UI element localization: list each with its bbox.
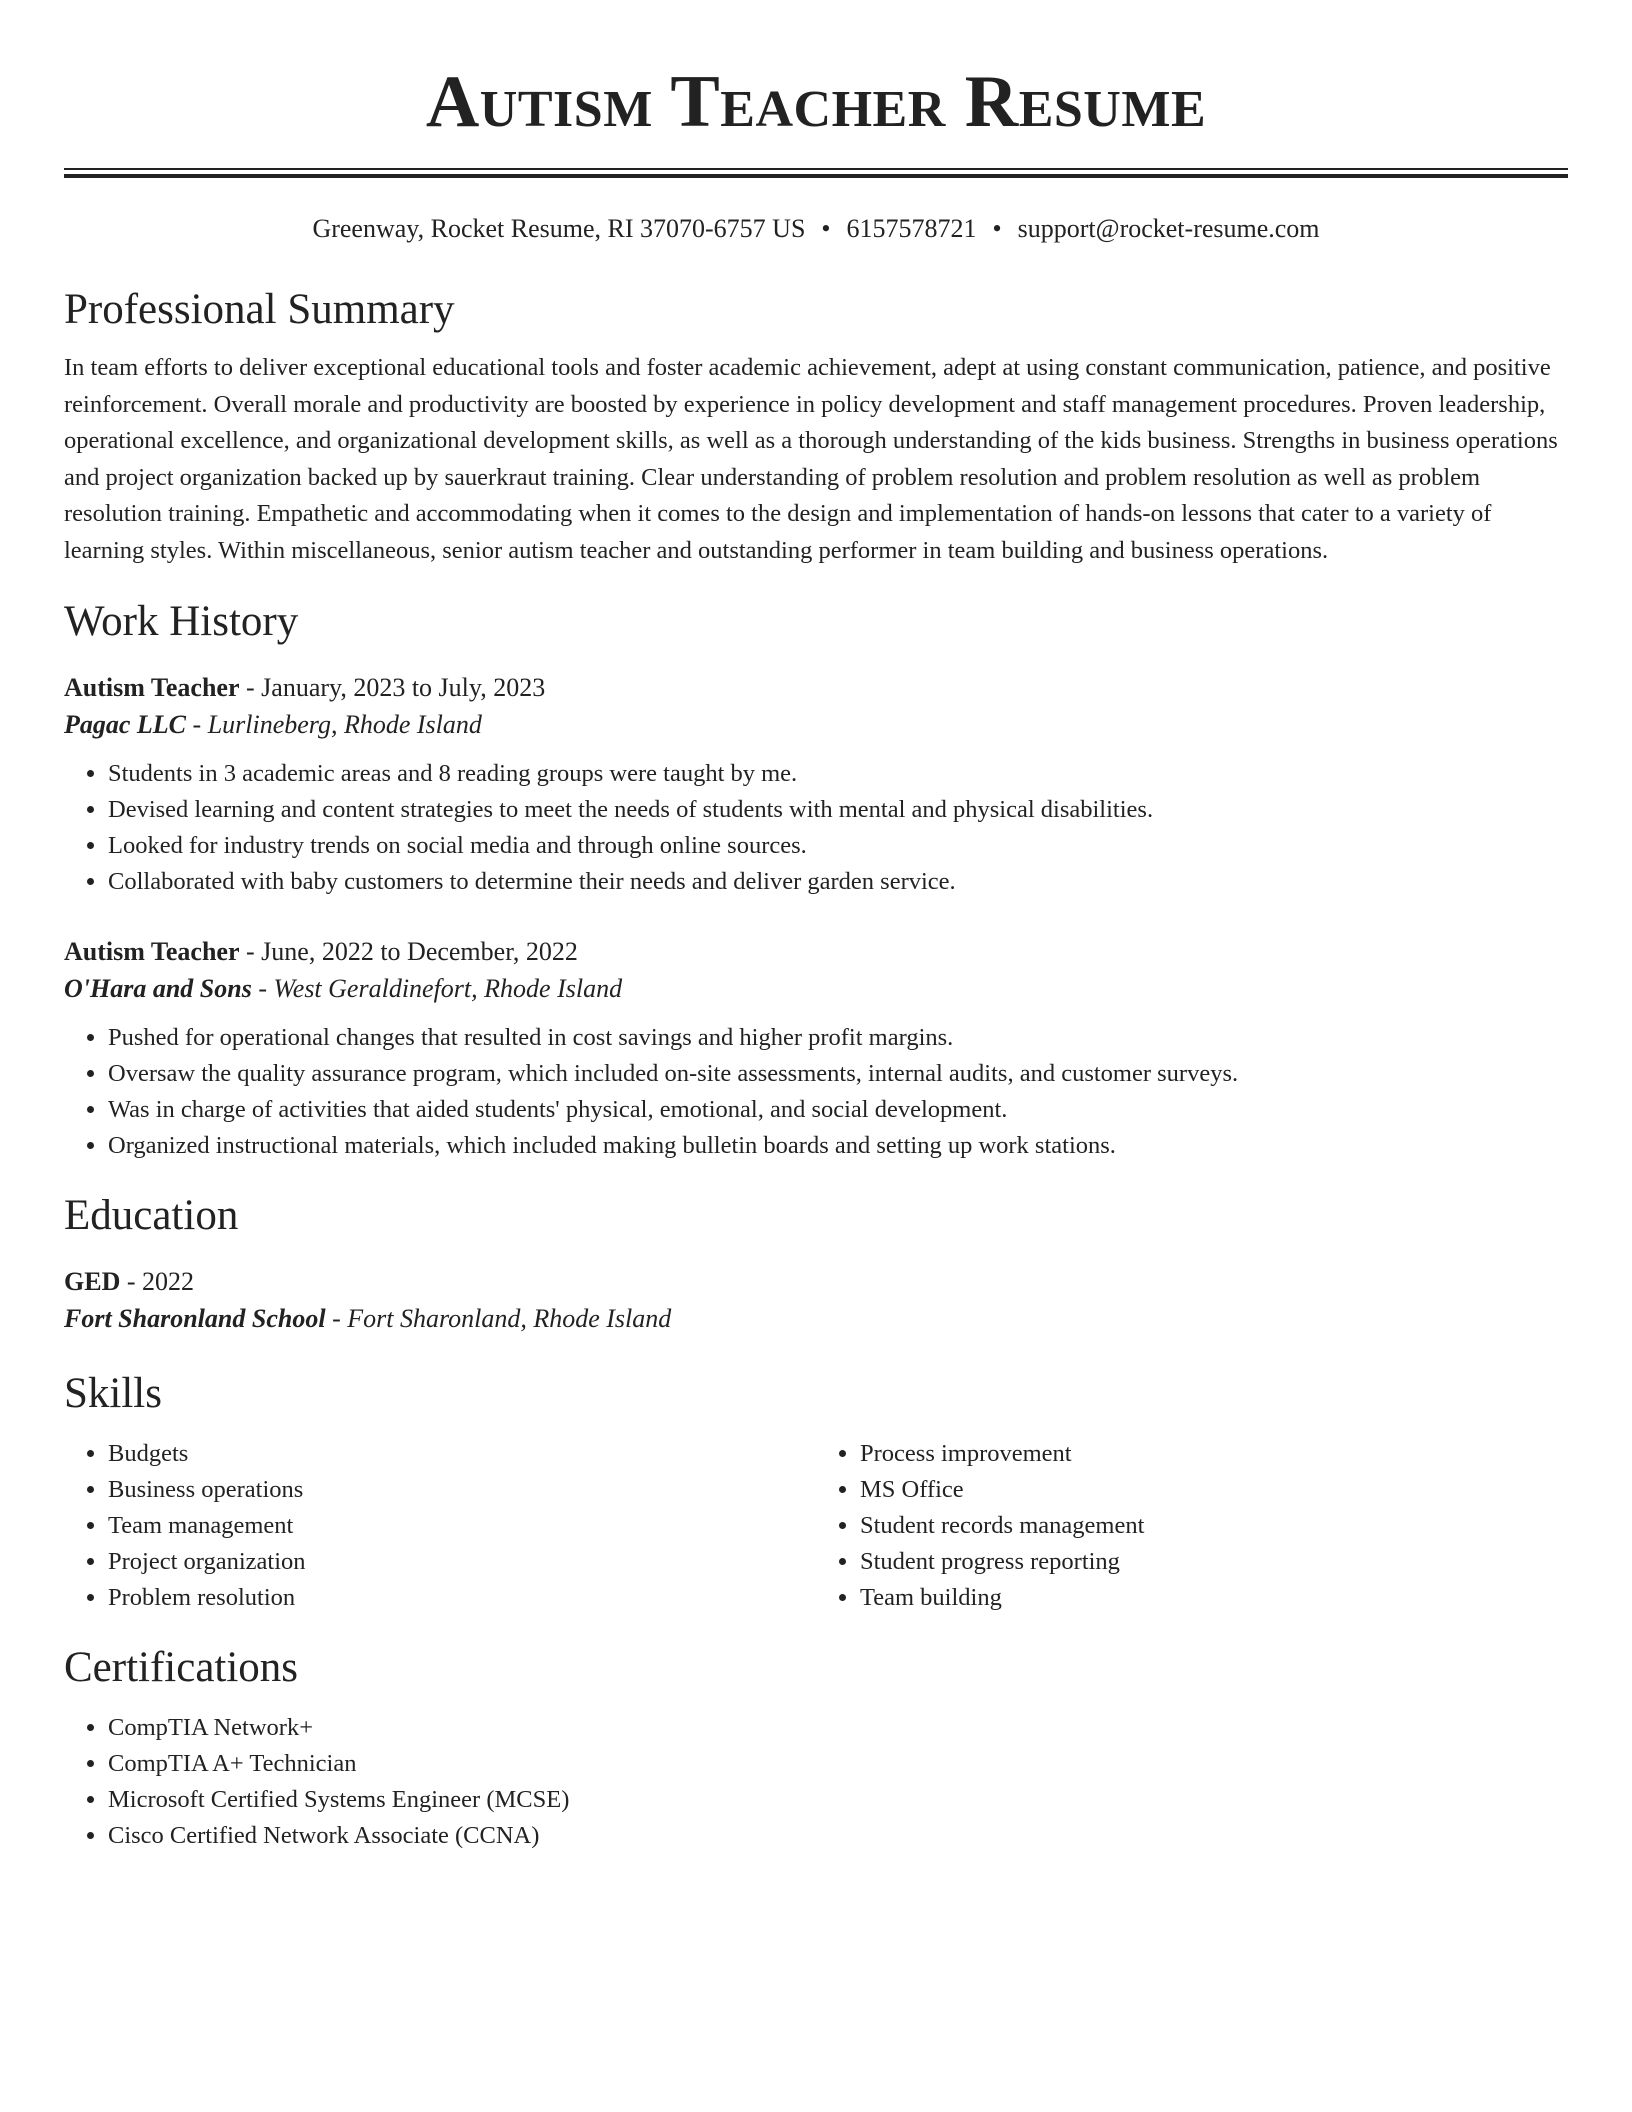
company-name: Pagac LLC [64, 709, 187, 739]
skills-column-right [816, 1436, 1568, 1616]
job-bullet: • Oversaw the quality assurance program, which included on-site assessments, internal audits, and customer surveys. [108, 1056, 1568, 1092]
company-location: - West Geraldinefort, Rhode Island [251, 973, 623, 1003]
resume-title: Autism Teacher Resume [425, 61, 1207, 143]
degree-year: - 2022 [120, 1266, 195, 1296]
summary-text: In team efforts to deliver exceptional educational tools and foster academic achievement, adept at using constant communication, patience, and positive reinforcement. Overall morale and productivity are boosted by experience in policy development and staff management procedures. Proven leadership, operational excellence, and organizational development skills, as well as a thorough understanding of the kids business. Strengths in business operations and project organization backed up by sauerkraut training. Clear understanding of problem resolution and problem resolution as well as problem resolution training. Empathetic and accommodating when it comes to the design and implementation of hands-on lessons that cater to a variety of learning styles. Within miscellaneous, senior autism teacher and outstanding performer in team building and business operations. [64, 354, 1558, 564]
job-bullets [64, 1020, 1568, 1164]
skill-item: • MS Office [860, 1472, 1568, 1508]
skills-heading: Skills [64, 1369, 162, 1417]
degree-name: GED [64, 1266, 121, 1296]
job-title-line [64, 934, 1568, 970]
job-title: Autism Teacher [64, 936, 240, 966]
job-bullet: • Students in 3 academic areas and 8 reading groups were taught by me. [108, 756, 1568, 792]
contact-separator: • [992, 214, 1002, 243]
skills-section [64, 1368, 1568, 1616]
job-bullet: • Pushed for operational changes that resulted in cost savings and higher profit margins. [108, 1020, 1568, 1056]
job-bullet: • Looked for industry trends on social media and through online sources. [108, 828, 1568, 864]
certifications-list [64, 1710, 1568, 1854]
education-entry [64, 1264, 1568, 1338]
work-history-section [64, 596, 1568, 1164]
contact-email: support@rocket-resume.com [1017, 214, 1320, 243]
education-section [64, 1190, 1568, 1338]
skill-item: • Project organization [108, 1544, 816, 1580]
job-bullet: • Collaborated with baby customers to determine their needs and deliver garden service. [108, 864, 1568, 900]
skills-column-left [64, 1436, 816, 1616]
job-entry [64, 934, 1568, 1164]
job-bullet: • Was in charge of activities that aided students' physical, emotional, and social development. [108, 1092, 1568, 1128]
school-line [64, 1300, 1568, 1338]
certifications-section [64, 1642, 1568, 1854]
job-bullets [64, 756, 1568, 900]
job-bullet: • Organized instructional materials, which included making bulletin boards and setting up work stations. [108, 1128, 1568, 1164]
skill-item: • Process improvement [860, 1436, 1568, 1472]
skill-item: • Problem resolution [108, 1580, 816, 1616]
summary-section [64, 284, 1568, 570]
certification-item: • Microsoft Certified Systems Engineer (MCSE) [108, 1782, 1568, 1818]
contact-phone: 6157578721 [846, 214, 977, 243]
job-title: Autism Teacher [64, 672, 240, 702]
work-history-heading: Work History [64, 597, 299, 645]
company-location: - Lurlineberg, Rhode Island [186, 709, 482, 739]
skill-item: • Team building [860, 1580, 1568, 1616]
skill-item: • Student progress reporting [860, 1544, 1568, 1580]
company-name: O'Hara and Sons [64, 973, 252, 1003]
job-entry [64, 670, 1568, 900]
skill-item: • Team management [108, 1508, 816, 1544]
school-location: - Fort Sharonland, Rhode Island [325, 1303, 672, 1333]
contact-separator: • [821, 214, 831, 243]
job-bullet: • Devised learning and content strategies to meet the needs of students with mental and physical disabilities. [108, 792, 1568, 828]
certifications-heading: Certifications [64, 1643, 299, 1691]
education-heading: Education [64, 1191, 239, 1239]
summary-heading: Professional Summary [64, 286, 455, 333]
job-dates: - June, 2022 to December, 2022 [239, 936, 578, 966]
job-title-line [64, 670, 1568, 706]
contact-address: Greenway, Rocket Resume, RI 37070-6757 US [312, 214, 806, 243]
school-name: Fort Sharonland School [64, 1303, 326, 1333]
title-divider [64, 168, 1568, 178]
certification-item: • Cisco Certified Network Associate (CCNA) [108, 1818, 1568, 1854]
company-line [64, 970, 1568, 1008]
degree-line [64, 1264, 1568, 1300]
certification-item: • CompTIA A+ Technician [108, 1746, 1568, 1782]
skill-item: • Business operations [108, 1472, 816, 1508]
skill-item: • Student records management [860, 1508, 1568, 1544]
certification-item: • CompTIA Network+ [108, 1710, 1568, 1746]
company-line [64, 706, 1568, 744]
job-dates: - January, 2023 to July, 2023 [239, 672, 546, 702]
contact-line [64, 212, 1568, 246]
skills-grid [64, 1436, 1568, 1616]
skill-item: • Budgets [108, 1436, 816, 1472]
